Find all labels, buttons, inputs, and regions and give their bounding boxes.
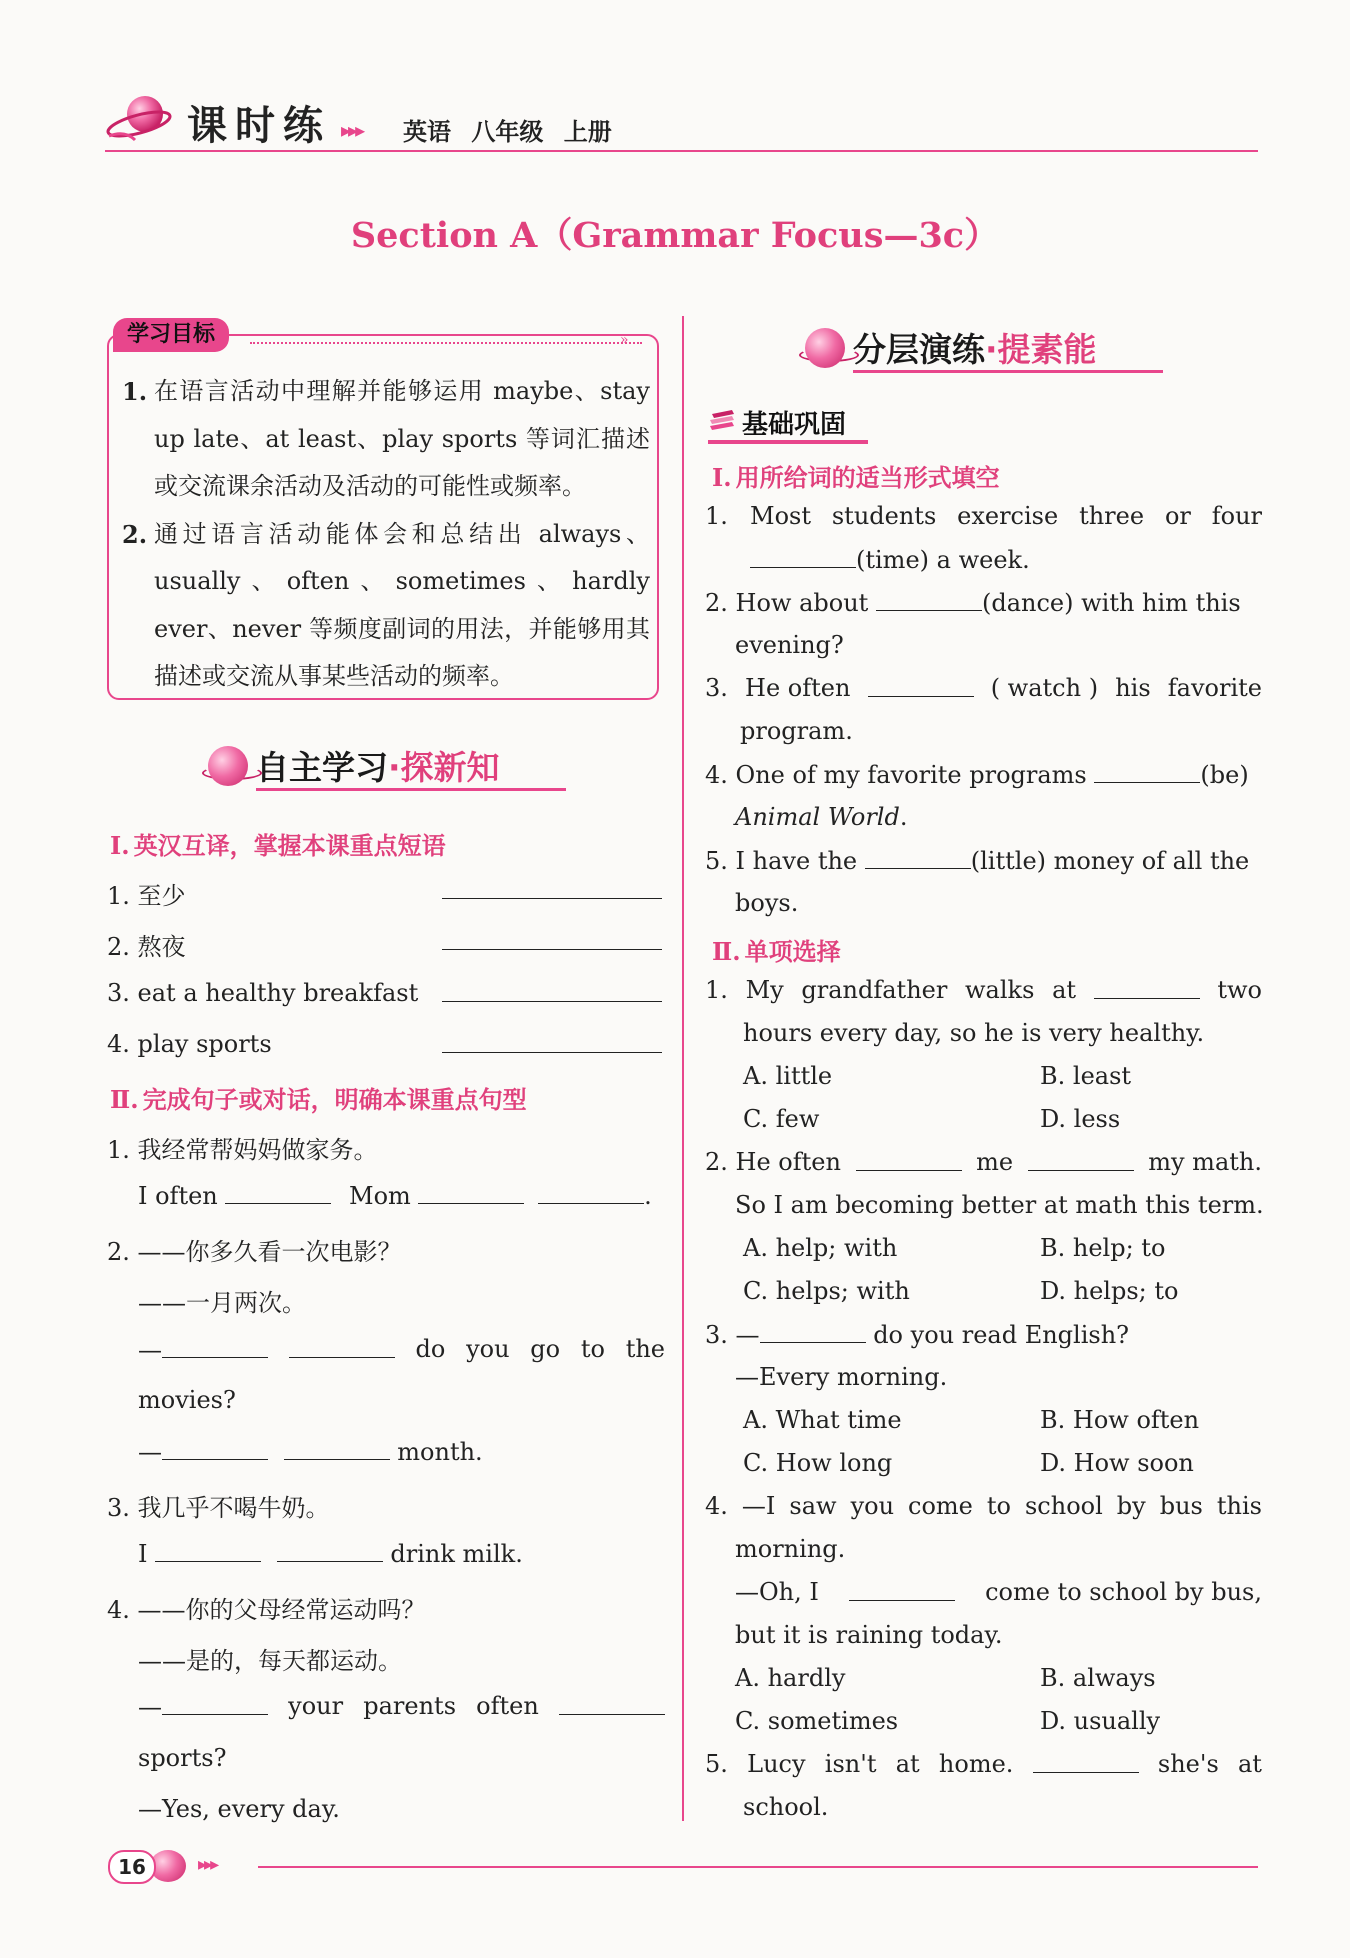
phrase-item: 4. play sports: [107, 1030, 272, 1058]
answer-blank[interactable]: [442, 1030, 662, 1059]
banner-text: 分层演练·提素能: [853, 330, 1097, 369]
page-number: 16: [108, 1850, 156, 1884]
question-4-reply: ——是的，每天都运动。: [138, 1647, 402, 1675]
footer-divider: [258, 1866, 1258, 1868]
question-2-answer-2: — month.: [138, 1438, 483, 1466]
planet-icon: [208, 746, 248, 786]
left-part1-heading: Ⅰ. 英汉互译，掌握本课重点短语: [110, 831, 446, 860]
option-d[interactable]: D. usually: [1040, 1707, 1161, 1735]
phrase-item: 1. 至少: [107, 882, 186, 910]
fill-q2-line: 2. How about (dance) with him this: [705, 589, 1241, 617]
answer-blank[interactable]: [162, 1692, 268, 1715]
header-divider: [105, 150, 1258, 152]
question-2-answer: — do you go to the: [138, 1335, 665, 1364]
fill-q3-cont: program.: [740, 717, 853, 745]
option-d[interactable]: D. less: [1040, 1105, 1121, 1133]
books-icon: [708, 408, 736, 432]
answer-blank[interactable]: [277, 1539, 383, 1562]
objective-number: 1.: [122, 377, 148, 406]
question-2: 2. ——你多久看一次电影？: [107, 1238, 402, 1266]
subject: 英语: [403, 118, 451, 146]
mc-q4-cont: morning.: [735, 1535, 846, 1563]
question-4-ans: —Yes, every day.: [138, 1795, 340, 1823]
answer-blank[interactable]: [538, 1181, 644, 1204]
option-c[interactable]: C. few: [743, 1105, 820, 1133]
mc-q1-cont: hours every day, so he is very healthy.: [743, 1019, 1205, 1047]
answer-blank[interactable]: [442, 876, 662, 905]
column-divider: [682, 316, 684, 1821]
right-part1-heading: Ⅰ. 用所给词的适当形式填空: [712, 463, 1000, 492]
left-part2-heading: Ⅱ. 完成句子或对话，明确本课重点句型: [110, 1085, 527, 1114]
objective-item: [122, 368, 650, 511]
fill-q5-cont: boys.: [735, 889, 799, 917]
grade: 八年级: [471, 118, 544, 146]
answer-blank[interactable]: [1094, 976, 1200, 999]
option-b[interactable]: B. How often: [1040, 1406, 1200, 1434]
question-2-cont: movies?: [138, 1386, 236, 1414]
objective-text: 通过语言活动能体会和总结出 always、usually、often、sometimes、hardly ever、never 等频度副词的用法，并能够用其描述或交流从事某些活动的频率。: [154, 519, 650, 690]
self-study-banner: [208, 738, 578, 792]
question-3-answer: I drink milk.: [138, 1540, 523, 1568]
option-c[interactable]: C. helps; with: [743, 1277, 910, 1305]
question-1-answer: I often Mom .: [138, 1182, 652, 1210]
answer-blank[interactable]: [868, 674, 974, 697]
option-b[interactable]: B. always: [1040, 1664, 1156, 1692]
planet-icon: [805, 328, 845, 368]
banner-text: 自主学习·探新知: [256, 748, 500, 787]
mc-q3-cont: —Every morning.: [735, 1363, 948, 1391]
fill-q4-line: 4. One of my favorite programs (be): [705, 761, 1249, 789]
answer-blank[interactable]: [162, 1437, 268, 1460]
series-title: 课时练: [187, 103, 331, 149]
phrase-item: 2. 熬夜: [107, 933, 186, 961]
objectives-arrow-icon: »: [620, 332, 629, 348]
mc-q5-cont: school.: [743, 1793, 829, 1821]
fill-q1-line2: (time) a week.: [750, 545, 1030, 574]
option-a[interactable]: A. What time: [743, 1406, 902, 1434]
volume: 上册: [563, 118, 612, 146]
mc-q2-line: 2. He often me my math.: [705, 1148, 1262, 1176]
header-arrows-icon: ▸▸▸: [341, 118, 363, 142]
fill-q3-line: 3. He often ( watch ) his favorite: [705, 674, 1262, 702]
footer-arrows-icon: ▸▸▸: [198, 1854, 217, 1875]
fill-q1-line: Most students exercise three or four: [750, 502, 1262, 530]
answer-blank[interactable]: [750, 545, 856, 568]
question-4: 4. ——你的父母经常运动吗？: [107, 1596, 426, 1624]
mc-q2-cont: So I am becoming better at math this term.: [735, 1191, 1264, 1219]
basic-heading-underline: [708, 440, 868, 444]
header-subtitle: [403, 112, 612, 147]
answer-blank[interactable]: [162, 1335, 268, 1358]
page-header: [105, 88, 1258, 158]
answer-blank[interactable]: [442, 979, 662, 1008]
question-4-cont: sports?: [138, 1744, 227, 1772]
objectives-dotted-line: [250, 342, 642, 344]
answer-blank[interactable]: [155, 1539, 261, 1562]
answer-blank[interactable]: [760, 1320, 866, 1343]
question-2-reply: ——一月两次。: [138, 1289, 306, 1317]
answer-blank[interactable]: [289, 1335, 395, 1358]
option-a[interactable]: A. hardly: [735, 1664, 846, 1692]
question-1: 1. 我经常帮妈妈做家务。: [107, 1136, 378, 1164]
objective-number: 2.: [122, 519, 148, 549]
answer-blank[interactable]: [856, 1148, 962, 1171]
objective-item: [122, 511, 650, 701]
mc-q4-line4: but it is raining today.: [735, 1621, 1003, 1649]
phrase-item: 3. eat a healthy breakfast: [107, 979, 419, 1007]
answer-blank[interactable]: [559, 1692, 665, 1715]
planet-logo-icon: [105, 90, 177, 148]
banner-underline: [853, 370, 1163, 373]
question-3: 3. 我几乎不喝牛奶。: [107, 1494, 330, 1522]
answer-blank[interactable]: [1094, 760, 1200, 783]
option-d[interactable]: D. How soon: [1040, 1449, 1194, 1477]
mc-q3-line: 3. — do you read English?: [705, 1321, 1130, 1349]
answer-blank[interactable]: [849, 1578, 955, 1601]
practice-banner: [805, 320, 1205, 374]
answer-blank[interactable]: [1028, 1148, 1134, 1171]
question-4-answer: — your parents often: [138, 1692, 665, 1721]
mc-q5-line: 5. Lucy isn't at home. she's at: [705, 1750, 1262, 1778]
fill-q5-line: 5. I have the (little) money of all the: [705, 847, 1250, 875]
fill-q2-cont: evening?: [735, 631, 844, 659]
answer-blank[interactable]: [418, 1181, 524, 1204]
objectives-tag: 学习目标: [113, 318, 229, 352]
objectives-list: [122, 368, 650, 701]
answer-blank[interactable]: [865, 846, 971, 869]
mc-q4-line: 4. —I saw you come to school by bus this: [705, 1492, 1262, 1520]
answer-blank[interactable]: [442, 927, 662, 956]
fill-q1-num: 1.: [705, 502, 728, 530]
banner-underline: [256, 788, 566, 791]
option-a[interactable]: A. little: [743, 1062, 833, 1090]
answer-blank[interactable]: [284, 1437, 390, 1460]
option-b[interactable]: B. least: [1040, 1062, 1132, 1090]
basic-consolidation-heading: 基础巩固: [742, 410, 847, 440]
right-part2-heading: Ⅱ. 单项选择: [712, 937, 841, 966]
objective-text: 在语言活动中理解并能够运用 maybe、stay up late、at least、play sports 等词汇描述或交流课余活动及活动的可能性或频率。: [154, 377, 650, 500]
section-title: Section A（Grammar Focus—3c）: [350, 215, 1000, 256]
answer-blank[interactable]: [225, 1181, 331, 1204]
option-d[interactable]: D. helps; to: [1040, 1277, 1179, 1305]
option-c[interactable]: C. How long: [743, 1449, 893, 1477]
mc-q4-line3: —Oh, I come to school by bus,: [735, 1578, 1262, 1606]
option-b[interactable]: B. help; to: [1040, 1234, 1166, 1262]
option-a[interactable]: A. help; with: [743, 1234, 898, 1262]
option-c[interactable]: C. sometimes: [735, 1707, 899, 1735]
answer-blank[interactable]: [876, 588, 982, 611]
fill-q4-cont: Animal World.: [735, 803, 908, 831]
answer-blank[interactable]: [1033, 1750, 1139, 1773]
mc-q1-line: 1. My grandfather walks at two: [705, 976, 1262, 1004]
